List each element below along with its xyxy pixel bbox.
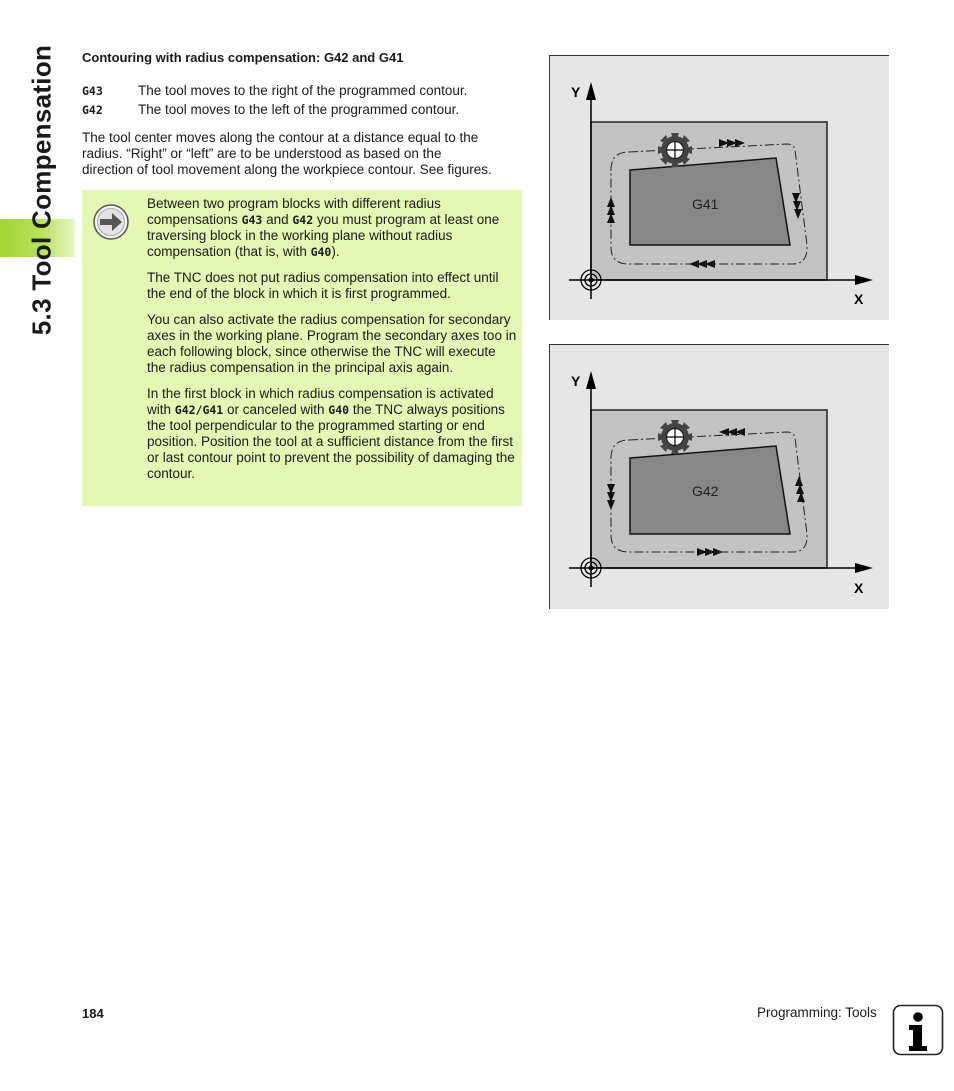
x-axis-label: X	[854, 580, 864, 596]
note-paragraph: In the first block in which radius compensation is activated with G42/G41 or canceled with G40 the TNC always positions the tool perpendicular to the programmed starting or end position. Position the tool at a sufficient distance from the first or last contour point to prevent the possibility of damaging the contour.	[147, 386, 515, 481]
section-heading: Contouring with radius compensation: G42 and G41	[82, 50, 404, 65]
note-text	[147, 196, 517, 492]
definition-text: The tool moves to the right of the programmed contour.	[138, 83, 468, 98]
page-number: 184	[82, 1006, 104, 1021]
definition-text: The tool moves to the left of the programmed contour.	[138, 102, 460, 117]
note-paragraph: Between two program blocks with different radius compensations G43 and G42 you must program at least one traversing block in the working plane without radius compensation (that is, with G40).	[147, 196, 500, 259]
note-paragraph: The TNC does not put radius compensation into effect until the end of the block in which it is first programmed.	[147, 270, 499, 301]
definition-code: G42	[82, 103, 103, 117]
note-box	[82, 190, 522, 506]
note-paragraph: You can also activate the radius compensation for secondary axes in the working plane. Program the secondary axes too in each following block, since otherwise the TNC will execute the radius compensation in the principal axis again.	[147, 312, 517, 375]
figure-g41	[549, 55, 889, 320]
intro-line: The tool center moves along the contour at a distance equal to the	[82, 130, 479, 145]
definition-row	[82, 83, 467, 98]
figure-g42	[549, 344, 889, 609]
x-axis-label: X	[854, 291, 864, 307]
definition-code: G43	[82, 84, 103, 98]
y-axis-label: Y	[571, 373, 581, 389]
footer-title: Programming: Tools	[757, 1005, 877, 1020]
intro-line: radius. “Right” or “left” are to be understood as based on the	[82, 146, 442, 161]
intro-line: direction of tool movement along the workpiece contour. See figures.	[82, 162, 492, 177]
y-axis-label: Y	[571, 84, 581, 100]
arrow-right-icon	[92, 203, 130, 246]
side-tab-title: 5.3 Tool Compensation	[26, 44, 57, 336]
definition-row	[82, 102, 459, 117]
info-icon	[892, 1004, 944, 1061]
figure-label: G41	[692, 196, 719, 212]
figure-label: G42	[692, 483, 719, 499]
intro-paragraph	[82, 130, 527, 178]
